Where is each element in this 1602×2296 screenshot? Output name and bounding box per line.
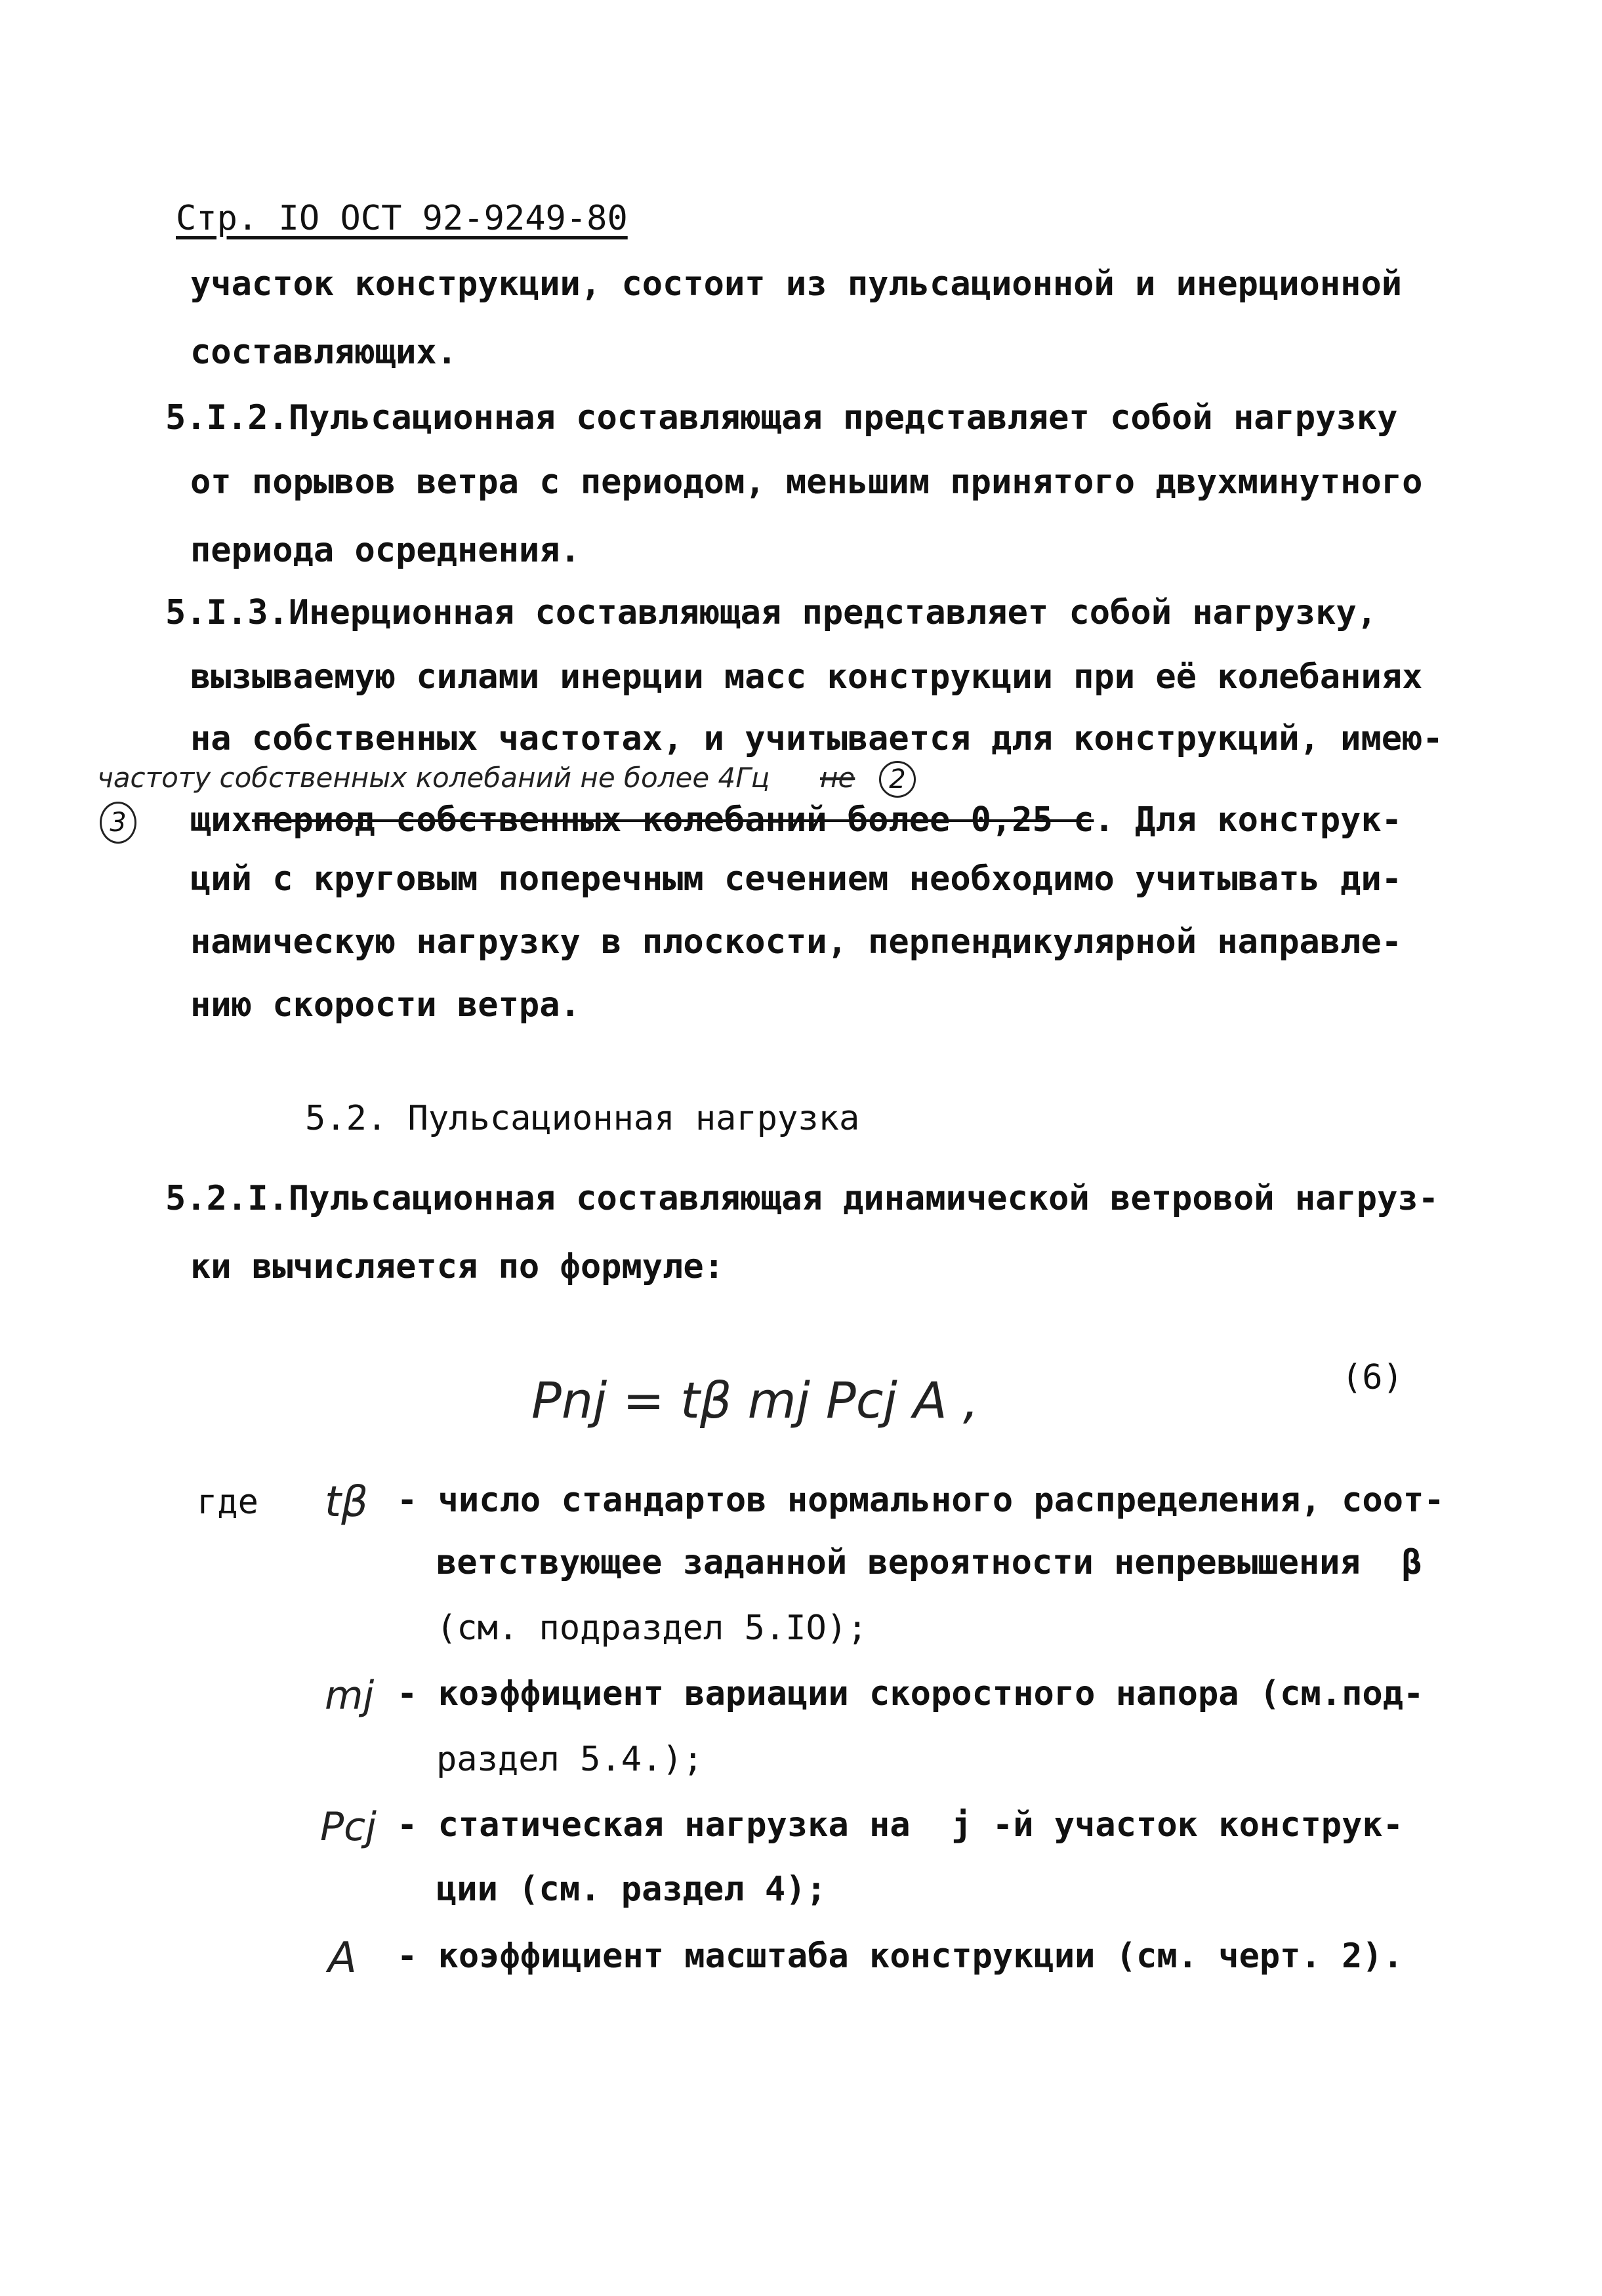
symbol-m-j: mj xyxy=(325,1673,375,1719)
symbol-p-cj: Pcj xyxy=(320,1804,377,1850)
line-prefix: щих xyxy=(190,800,252,840)
where-label: где xyxy=(197,1483,258,1522)
definition-line: ции (см. раздел 4); xyxy=(436,1870,827,1909)
text-line: на собственных частотах, и учитывается для конструкций, имею- xyxy=(190,719,1443,758)
text-line: 5.I.2.Пульсационная составляющая представляет собой нагрузку xyxy=(165,398,1398,438)
page-header: Стр. IO ОСТ 92-9249-80 xyxy=(176,199,628,238)
text-line-corrected xyxy=(190,800,1403,840)
text-line: намическую нагрузку в плоскости, перпендикулярной направле- xyxy=(190,922,1403,962)
text-line: периода осреднения. xyxy=(190,531,581,570)
definition-line: (см. подраздел 5.IO); xyxy=(436,1609,868,1648)
text-line: от порывов ветра с периодом, меньшим принятого двухминутного xyxy=(190,462,1423,502)
definition-line: раздел 5.4.); xyxy=(436,1740,703,1779)
definition-line: ветствующее заданной вероятности непревышения β xyxy=(436,1543,1422,1582)
text-line: ций с круговым поперечным сечением необходимо учитывать ди- xyxy=(190,859,1403,899)
text-line: вызываемую силами инерции масс конструкции при её колебаниях xyxy=(190,657,1423,697)
formula-number: (6) xyxy=(1342,1358,1403,1397)
definition-line: - коэффициент масштаба конструкции (см. черт. 2). xyxy=(397,1937,1404,1976)
text-line: нию скорости ветра. xyxy=(190,985,581,1025)
symbol-a: A xyxy=(328,1934,357,1982)
text-line: составляющих. xyxy=(190,333,457,372)
struck-word: не xyxy=(820,762,855,794)
text-line: 5.I.3.Инерционная составляющая представляет собой нагрузку, xyxy=(165,593,1378,632)
struck-text: период собственных колебаний более 0,25 с xyxy=(251,800,1094,840)
text-line: участок конструкции, состоит из пульсационной и инерционной xyxy=(190,264,1403,304)
definition-line: - коэффициент вариации скоростного напора (см.под- xyxy=(397,1674,1424,1713)
formula: Pnj = tβ mj Pcj A , xyxy=(531,1371,979,1429)
line-suffix: . Для конструк- xyxy=(1094,800,1403,840)
symbol-t-beta: tβ xyxy=(325,1478,368,1527)
definition-line: - статическая нагрузка на j -й участок конструк- xyxy=(397,1805,1404,1845)
section-heading: 5.2. Пульсационная нагрузка xyxy=(305,1099,860,1138)
definition-line: - число стандартов нормального распределения, соот- xyxy=(397,1481,1445,1520)
handwritten-correction: частоту собственных колебаний не более 4Гц xyxy=(97,762,770,794)
correction-mark-3: 3 xyxy=(100,802,136,844)
text-line: 5.2.I.Пульсационная составляющая динамической ветровой нагруз- xyxy=(165,1179,1439,1218)
correction-mark-2: 2 xyxy=(879,761,916,798)
text-line: ки вычисляется по формуле: xyxy=(190,1247,724,1286)
